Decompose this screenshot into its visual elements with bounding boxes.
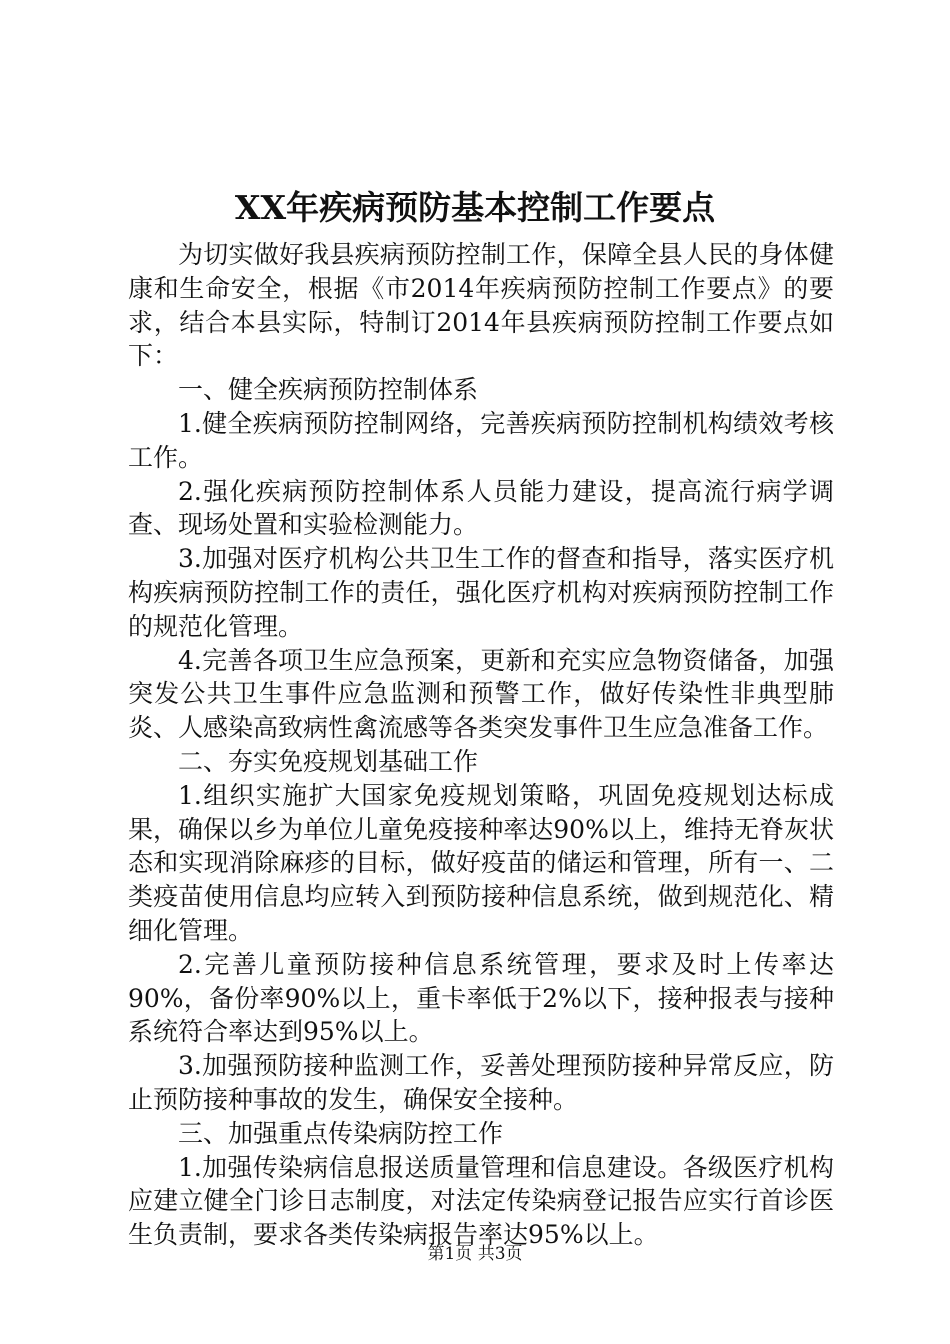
section-item: 3.加强预防接种监测工作，妥善处理预防接种异常反应，防止预防接种事故的发生，确保安全接种。 xyxy=(128,1051,834,1114)
section-item: 2.完善儿童预防接种信息系统管理，要求及时上传率达90%，备份率90%以上，重卡率低于2%以下，接种报表与接种系统符合率达到95%以上。 xyxy=(128,949,834,1047)
intro-paragraph: 为切实做好我县疾病预防控制工作，保障全县人民的身体健康和生命安全，根据《市2014年疾病预防控制工作要点》的要求，结合本县实际，特制订2014年县疾病预防控制工作要点如下： xyxy=(128,240,834,371)
page-number: 第1页 共3页 xyxy=(427,1244,523,1264)
section-heading: 二、夯实免疫规划基础工作 xyxy=(178,746,479,776)
section-item: 1.组织实施扩大国家免疫规划策略，巩固免疫规划达标成果，确保以乡为单位儿童免疫接种率达90%以上，维持无脊灰状态和实现消除麻疹的目标，做好疫苗的储运和管理，所有一、二类疫苗使用信息均应转入到预防接种信息系统，做到规范化、精细化管理。 xyxy=(128,780,834,945)
document-body xyxy=(128,238,834,1252)
section-heading: 三、加强重点传染病防控工作 xyxy=(178,1118,504,1148)
section-item: 1.健全疾病预防控制网络，完善疾病预防控制机构绩效考核工作。 xyxy=(128,408,834,472)
section-item: 4.完善各项卫生应急预案，更新和充实应急物资储备，加强突发公共卫生事件应急监测和预警工作，做好传染性非典型肺炎、人感染高致病性禽流感等各类突发事件卫生应急准备工作。 xyxy=(128,645,834,743)
section-heading: 一、健全疾病预防控制体系 xyxy=(178,375,479,405)
section-item: 2.强化疾病预防控制体系人员能力建设，提高流行病学调查、现场处置和实验检测能力。 xyxy=(128,476,834,540)
section-item: 3.加强对医疗机构公共卫生工作的督查和指导，落实医疗机构疾病预防控制工作的责任，强化医疗机构对疾病预防控制工作的规范化管理。 xyxy=(128,544,834,641)
section-item: 1.加强传染病信息报送质量管理和信息建设。各级医疗机构应建立健全门诊日志制度，对法定传染病登记报告应实行首诊医生负责制，要求各类传染病报告率达95%以上。 xyxy=(128,1152,834,1250)
document-title: XX年疾病预防基本控制工作要点 xyxy=(234,188,716,227)
